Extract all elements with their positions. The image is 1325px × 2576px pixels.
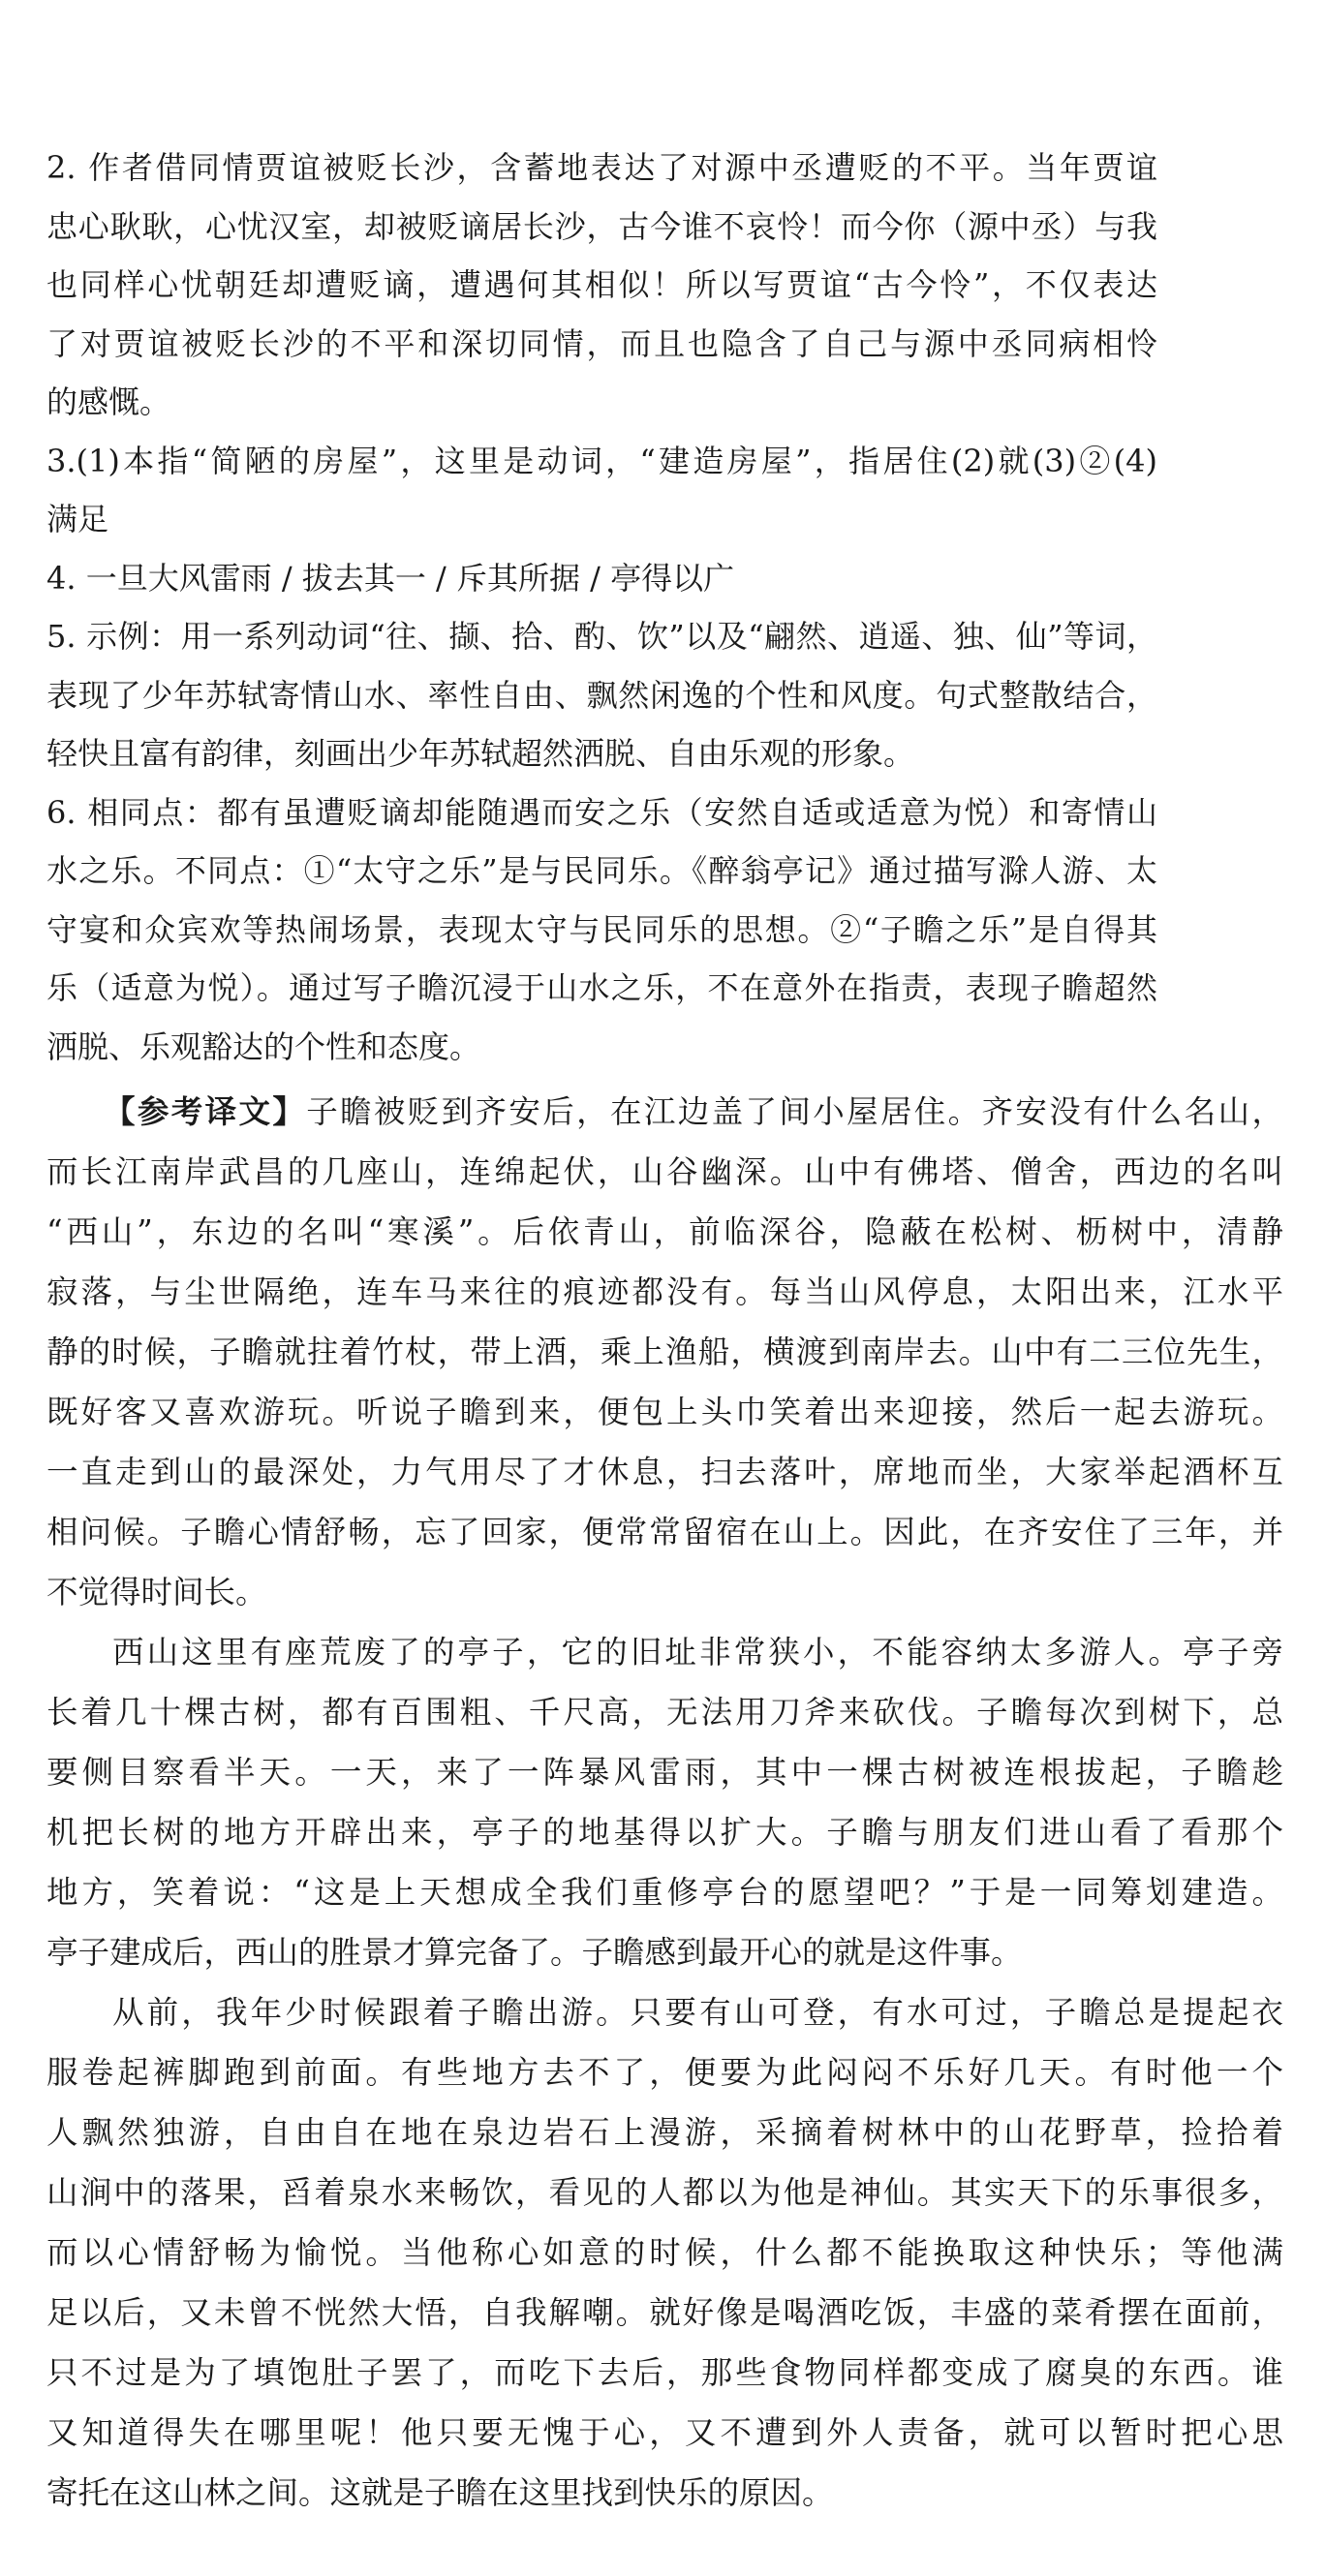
translation-line: 亭子建成后，西山的胜景才算完备了。子瞻感到最开心的就是这件事。 bbox=[46, 1934, 1023, 1971]
answer-item-6-line: 洒脱、乐观豁达的个性和态度。 bbox=[46, 1027, 481, 1065]
translation-line: 足以后，又未曾不恍然大悟，自我解嘲。就好像是喝酒吃饭，丰盛的菜肴摆在面前， bbox=[46, 2294, 1283, 2331]
translation-line: 地方，笑着说：“这是上天想成全我们重修亭台的愿望吧？”于是一同筹划建造。 bbox=[46, 1874, 1283, 1911]
answer-item-3-line: 3.(1)本指“简陋的房屋”，这里是动词，“建造房屋”，指居住(2)就(3)②(4) bbox=[46, 442, 1157, 479]
answer-item-4 bbox=[46, 549, 1157, 608]
translation-line: 静的时候，子瞻就拄着竹杖，带上酒，乘上渔船，横渡到南岸去。山中有二三位先生， bbox=[46, 1334, 1283, 1370]
translation-section bbox=[46, 1082, 1283, 2523]
answer-item-2-line: 也同样心忧朝廷却遭贬谪，遭遇何其相似！所以写贾谊“古今怜”，不仅表达 bbox=[46, 266, 1157, 303]
translation-line: 人飘然独游，自由自在地在泉边岩石上漫游，采摘着树林中的山花野草，捡拾着 bbox=[46, 2114, 1283, 2151]
translation-line: 寂落，与尘世隔绝，连车马来往的痕迹都没有。每当山风停息，太阳出来，江水平 bbox=[46, 1273, 1283, 1310]
translation-paragraph-2 bbox=[46, 1622, 1283, 1982]
translation-line: 西山这里有座荒废了的亭子，它的旧址非常狭小，不能容纳太多游人。亭子旁 bbox=[112, 1634, 1283, 1671]
answer-item-2-line: 忠心耿耿，心忧汉室，却被贬谪居长沙，古今谁不哀怜！而今你（源中丞）与我 bbox=[46, 207, 1157, 245]
answer-section bbox=[46, 138, 1157, 1076]
answer-item-3-line: 满足 bbox=[46, 501, 109, 537]
translation-line: 而长江南岸武昌的几座山，连绵起伏，山谷幽深。山中有佛塔、僧舍，西边的名叫 bbox=[46, 1153, 1283, 1190]
answer-item-6-line: 6. 相同点：都有虽遭贬谪却能随遇而安之乐（安然自适或适意为悦）和寄情山 bbox=[46, 793, 1157, 831]
translation-line: 从前，我年少时候跟着子瞻出游。只要有山可登，有水可过，子瞻总是提起衣 bbox=[112, 1994, 1283, 2031]
answer-item-3 bbox=[46, 432, 1157, 549]
translation-line: 不觉得时间长。 bbox=[46, 1574, 267, 1610]
answer-item-6-line: 乐（适意为悦）。通过写子瞻沉浸于山水之乐，不在意外在指责，表现子瞻超然 bbox=[46, 969, 1157, 1006]
answer-item-5-line: 轻快且富有韵律，刻画出少年苏轼超然洒脱、自由乐观的形象。 bbox=[46, 735, 915, 772]
translation-line bbox=[46, 1082, 1283, 1142]
translation-line: 要侧目察看半天。一天，来了一阵暴风雷雨，其中一棵古树被连根拔起，子瞻趁 bbox=[46, 1754, 1283, 1791]
answer-item-6 bbox=[46, 783, 1157, 1077]
answer-item-2 bbox=[46, 138, 1157, 432]
translation-line: 服卷起裤脚跑到前面。有些地方去不了，便要为此闷闷不乐好几天。有时他一个 bbox=[46, 2054, 1283, 2091]
translation-paragraph-3 bbox=[46, 1982, 1283, 2523]
translation-line: 又知道得失在哪里呢！他只要无愧于心，又不遭到外人责备，就可以暂时把心思 bbox=[46, 2414, 1283, 2451]
translation-line: 只不过是为了填饱肚子罢了，而吃下去后，那些食物同样都变成了腐臭的东西。谁 bbox=[46, 2354, 1283, 2391]
answer-item-5-line: 表现了少年苏轼寄情山水、率性自由、飘然闲逸的个性和风度。句式整散结合， bbox=[46, 676, 1157, 714]
translation-line: “西山”，东边的名叫“寒溪”。后依青山，前临深谷，隐蔽在松树、枥树中，清静 bbox=[46, 1213, 1283, 1250]
translation-line: 而以心情舒畅为愉悦。当他称心如意的时候，什么都不能换取这种快乐；等他满 bbox=[46, 2234, 1283, 2271]
translation-line: 既好客又喜欢游玩。听说子瞻到来，便包上头巾笑着出来迎接，然后一起去游玩。 bbox=[46, 1394, 1283, 1430]
translation-line: 机把长树的地方开辟出来，亭子的地基得以扩大。子瞻与朋友们进山看了看那个 bbox=[46, 1814, 1283, 1851]
translation-line: 寄托在这山林之间。这就是子瞻在这里找到快乐的原因。 bbox=[46, 2474, 834, 2511]
translation-paragraph-1 bbox=[46, 1082, 1283, 1622]
answer-item-2-line: 了对贾谊被贬长沙的不平和深切同情，而且也隐含了自己与源中丞同病相怜 bbox=[46, 324, 1157, 362]
answer-item-6-line: 守宴和众宾欢等热闹场景，表现太守与民同乐的思想。②“子瞻之乐”是自得其 bbox=[46, 910, 1157, 948]
answer-item-5 bbox=[46, 607, 1157, 783]
translation-line: 一直走到山的最深处，力气用尽了才休息，扫去落叶，席地而坐，大家举起酒杯互 bbox=[46, 1454, 1283, 1490]
answer-item-2-line: 的感慨。 bbox=[46, 383, 171, 420]
answer-item-2-line: 2. 作者借同情贾谊被贬长沙，含蓄地表达了对源中丞遭贬的不平。当年贾谊 bbox=[46, 149, 1157, 186]
translation-line: 相问候。子瞻心情舒畅，忘了回家，便常常留宿在山上。因此，在齐安住了三年，并 bbox=[46, 1514, 1283, 1550]
translation-line: 长着几十棵古树，都有百围粗、千尺高，无法用刀斧来砍伐。子瞻每次到树下，总 bbox=[46, 1694, 1283, 1731]
answer-item-5-line: 5. 示例：用一系列动词“往、撷、拾、酌、饮”以及“翩然、逍遥、独、仙”等词， bbox=[46, 618, 1157, 655]
translation-line-text: 子瞻被贬到齐安后，在江边盖了间小屋居住。齐安没有什么名山， bbox=[306, 1093, 1283, 1130]
answer-item-6-line: 水之乐。不同点：①“太守之乐”是与民同乐。《醉翁亭记》通过描写滁人游、太 bbox=[46, 852, 1157, 889]
answer-item-4-line: 4. 一旦大风雷雨 / 拔去其一 / 斥其所据 / 亭得以广 bbox=[46, 559, 735, 597]
translation-label: 【参考译文】 bbox=[104, 1092, 307, 1130]
translation-line: 山涧中的落果，舀着泉水来畅饮，看见的人都以为他是神仙。其实天下的乐事很多， bbox=[46, 2174, 1283, 2211]
